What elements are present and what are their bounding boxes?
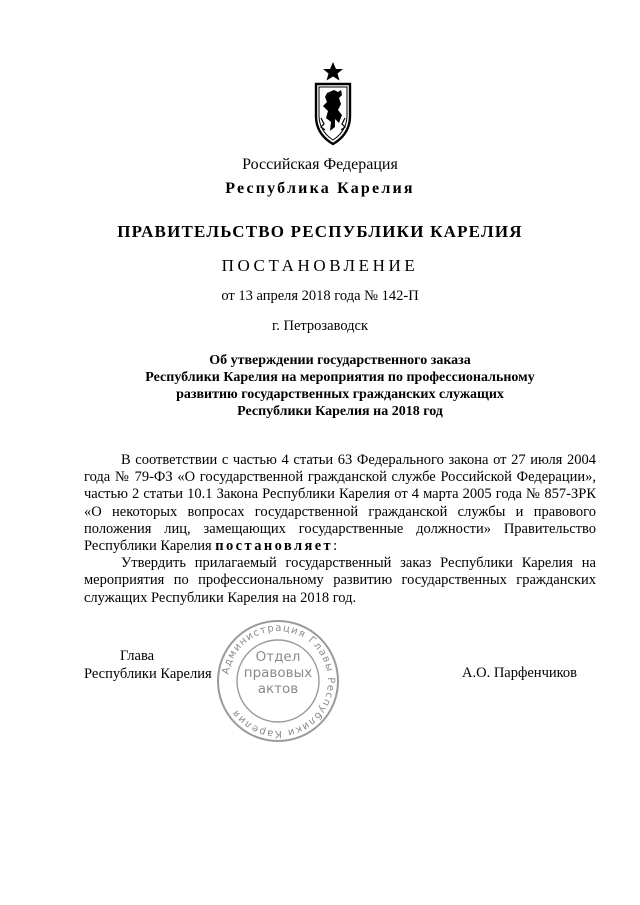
signer-title-line1: Глава xyxy=(120,648,155,664)
decree-word: постановляет xyxy=(215,538,334,555)
official-stamp xyxy=(214,617,342,745)
title-line: развитию государственных гражданских служащих xyxy=(176,387,504,402)
title-line: Республики Карелия на мероприятия по профессиональному xyxy=(145,370,535,385)
document-type: ПОСТАНОВЛЕНИЕ xyxy=(221,256,419,275)
stamp-ring-text: Администрация Главы Республики Карелия xyxy=(220,622,337,740)
signer-title-line2: Республики Карелия xyxy=(84,666,212,682)
document-city: г. Петрозаводск xyxy=(271,318,369,334)
republic-name: Республика Карелия xyxy=(225,180,415,197)
title-line: Об утверждении государственного заказа xyxy=(209,353,471,368)
federation-name: Российская Федерация xyxy=(242,156,398,173)
body-paragraph-legal-basis xyxy=(84,452,596,555)
document-date-number: от 13 апреля 2018 года № 142-П xyxy=(221,288,419,304)
document-title xyxy=(90,352,590,420)
karelia-coat-of-arms-icon xyxy=(308,60,358,148)
legal-basis-text: В соответствии с частью 4 статьи 63 Федерального закона от 27 июля 2004 года № 79-ФЗ «О государственной гражданской службе Российской Федерации», частью 2 статьи 10.1 Закона Республики Карелия от 4 марта 2005 года № 857-ЗРК «О некоторых вопросах государственной гражданской службы и правового положения лиц, замещающих государственные должности» Правительство Республики Карелия xyxy=(84,452,596,555)
stamp-center-line: правовых xyxy=(243,665,313,681)
body-paragraph-resolution: Утвердить прилагаемый государственный заказ Республики Карелия на мероприятия по профессиональному развитию государственных гражданских служащих Республики Карелия на 2018 год. xyxy=(84,555,596,606)
signer-name: А.О. Парфенчиков xyxy=(462,665,578,681)
stamp-center-line: актов xyxy=(257,681,299,697)
decree-colon: : xyxy=(333,538,338,555)
signer-title xyxy=(84,647,212,683)
document-body xyxy=(84,452,596,607)
stamp-center-line: Отдел xyxy=(255,649,301,665)
title-line: Республики Карелия на 2018 год xyxy=(237,404,443,419)
government-name: ПРАВИТЕЛЬСТВО РЕСПУБЛИКИ КАРЕЛИЯ xyxy=(117,222,523,241)
